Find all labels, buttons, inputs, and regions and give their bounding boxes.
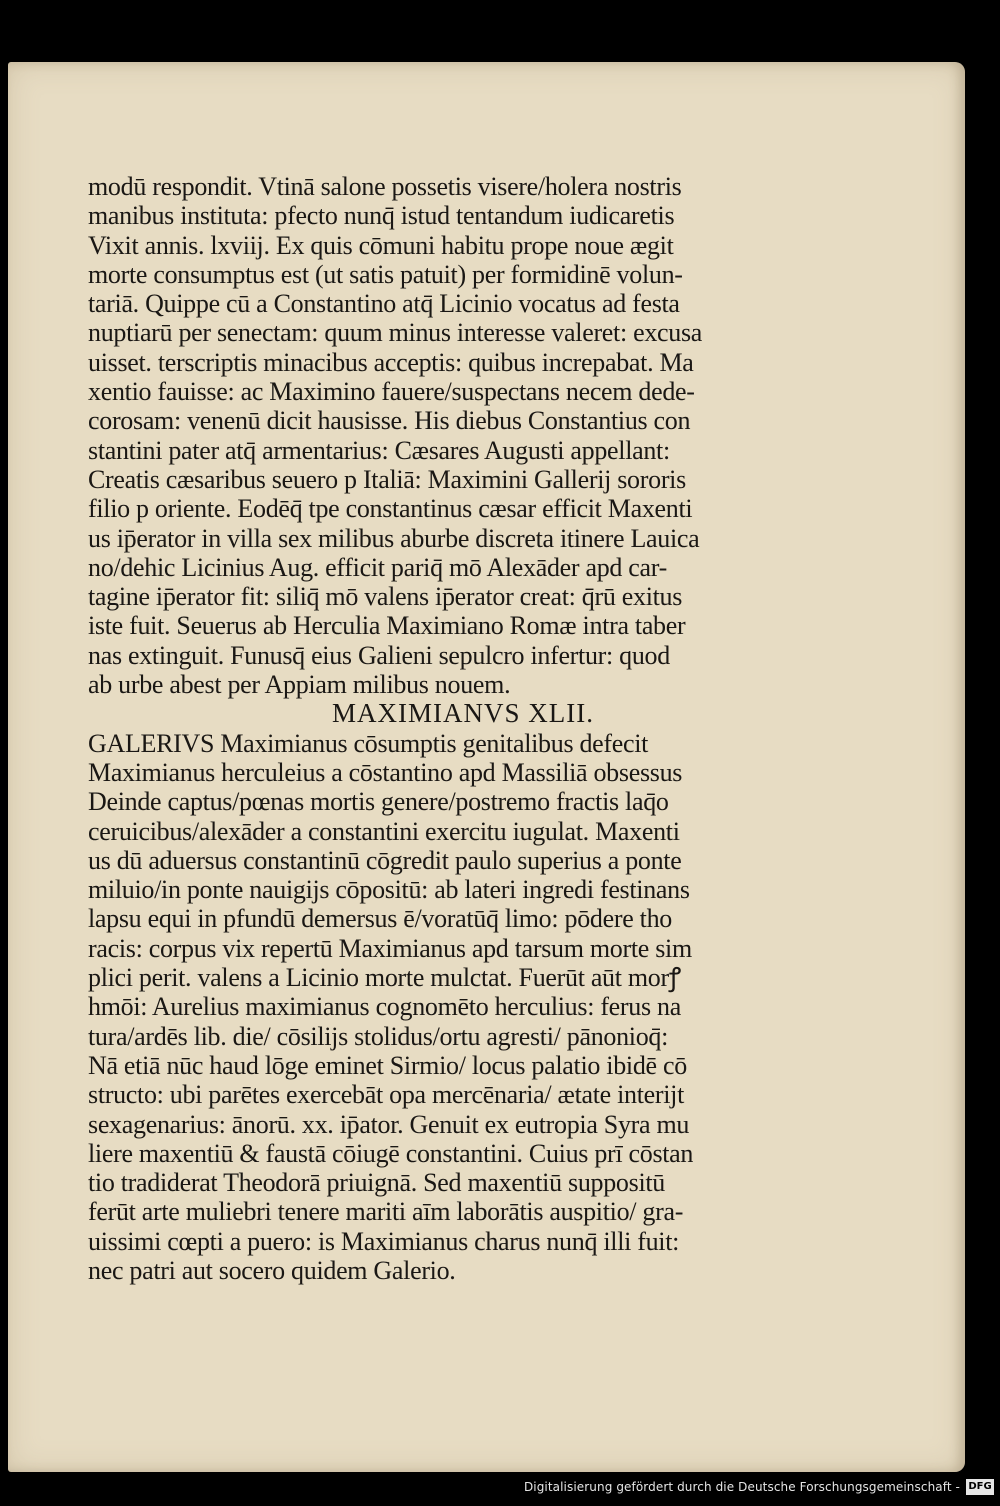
- text-line: tio tradiderat Theodorā priuignā. Sed maxentiū suppositū: [88, 1168, 665, 1198]
- text-line: nec patri aut socero quidem Galerio.: [88, 1255, 456, 1285]
- text-line: Maximianus herculeius a cōstantino apd Massiliā obsessus: [88, 757, 683, 787]
- text-line: sexagenarius: ānorū. xx. ip̄ator. Genuit ex eutropia Syra mu: [88, 1109, 690, 1139]
- text-block: [88, 172, 788, 1285]
- text-line: hmōi: Aurelius maximianus cognomēto herculius: ferus na: [88, 992, 681, 1022]
- text-line: structo: ubi parētes exercebāt opa mercēnaria/ ætate interijt: [88, 1080, 685, 1110]
- text-line: nas extinguit. Funusq̄ eius Galieni sepulcro infertur: quod: [88, 640, 670, 670]
- text-line: Vixit annis. lxviij. Ex quis cōmuni habitu prope noue ægit: [88, 230, 674, 260]
- text-line: racis: corpus vix repertū Maximianus apd tarsum morte sim: [88, 933, 692, 963]
- text-line: uisset. terscriptis minacibus acceptis: quibus increpabat. Ma: [88, 347, 694, 377]
- text-line: ceruicibus/alexāder a constantini exercitu iugulat. Maxenti: [88, 816, 680, 846]
- text-line: lapsu equi in pfundū demersus ē/voratūq̄ limo: pōdere tho: [88, 904, 672, 934]
- dfg-logo-icon: DFG: [966, 1479, 994, 1495]
- text-line: tariā. Quippe cū a Constantino atq̄ Licinio vocatus ad festa: [88, 289, 680, 319]
- text-line: modū respondit. Vtinā salone possetis visere/holera nostris: [88, 172, 682, 201]
- text-line: tura/ardēs lib. die/ cōsilijs stolidus/ortu agresti/ pānonioq̄:: [88, 1021, 669, 1051]
- text-line: ab urbe abest per Appiam milibus nouem.: [88, 670, 511, 700]
- text-line: miluio/in ponte nauigijs cōpositū: ab lateri ingredi festinans: [88, 875, 690, 905]
- text-line: iste fuit. Seuerus ab Herculia Maximiano Romæ intra taber: [88, 611, 686, 641]
- text-line: Deinde captus/pœnas mortis genere/postremo fractis laq̄o: [88, 787, 669, 817]
- text-line: nuptiarū per senectam: quum minus interesse valeret: excusa: [88, 318, 703, 348]
- text-line: liere maxentiū & faustā cōiugē constantini. Cuius prī cōstan: [88, 1138, 694, 1168]
- text-line: plici perit. valens a Licinio morte mulctat. Fuerūt aūt morꝭ: [88, 963, 681, 993]
- text-line: filio p oriente. Eodēq̄ tpe constantinus cæsar efficit Maxenti: [88, 494, 693, 524]
- book-page: [8, 62, 965, 1472]
- text-line: morte consumptus est (ut satis patuit) per formidinē volun-: [88, 259, 683, 289]
- text-line: uissimi cœpti a puero: is Maximianus charus nunq̄ illi fuit:: [88, 1226, 680, 1256]
- text-line: xentio fauisse: ac Maximino fauere/suspectans necem dede-: [88, 377, 695, 407]
- text-line: corosam: venenū dicit hausisse. His diebus Constantius con: [88, 406, 691, 436]
- text-line: Nā etiā nūc haud lōge eminet Sirmio/ locus palatio ibidē cō: [88, 1050, 687, 1080]
- text-line: no/dehic Licinius Aug. efficit pariq̄ mō Alexāder apd car-: [88, 552, 667, 582]
- section-heading: MAXIMIANVS XLII.: [332, 698, 594, 729]
- footer-bar: [0, 1472, 1000, 1506]
- text-line: ferūt arte muliebri tenere mariti aīm laborātis auspitio/ gra-: [88, 1197, 684, 1227]
- text-line: manibus instituta: pfecto nunq̄ istud tentandum iudicaretis: [88, 201, 675, 231]
- funding-credit: Digitalisierung gefördert durch die Deutsche Forschungsgemeinschaft -: [523, 1480, 960, 1494]
- text-line: GALERIVS Maximianus cōsumptis genitalibus defecit: [88, 728, 649, 758]
- text-line: us ip̄erator in villa sex milibus aburbe discreta itinere Lauica: [88, 523, 700, 553]
- text-line: stantini pater atq̄ armentarius: Cæsares Augusti appellant:: [88, 435, 670, 465]
- text-line: us dū aduersus constantinū cōgredit paulo superius a ponte: [88, 845, 682, 875]
- text-line: Creatis cæsaribus seuero p Italiā: Maximini Gallerij sororis: [88, 464, 686, 494]
- text-line: tagine ip̄erator fit: siliq̄ mō valens ip̄erator creat: q̄rū exitus: [88, 582, 683, 612]
